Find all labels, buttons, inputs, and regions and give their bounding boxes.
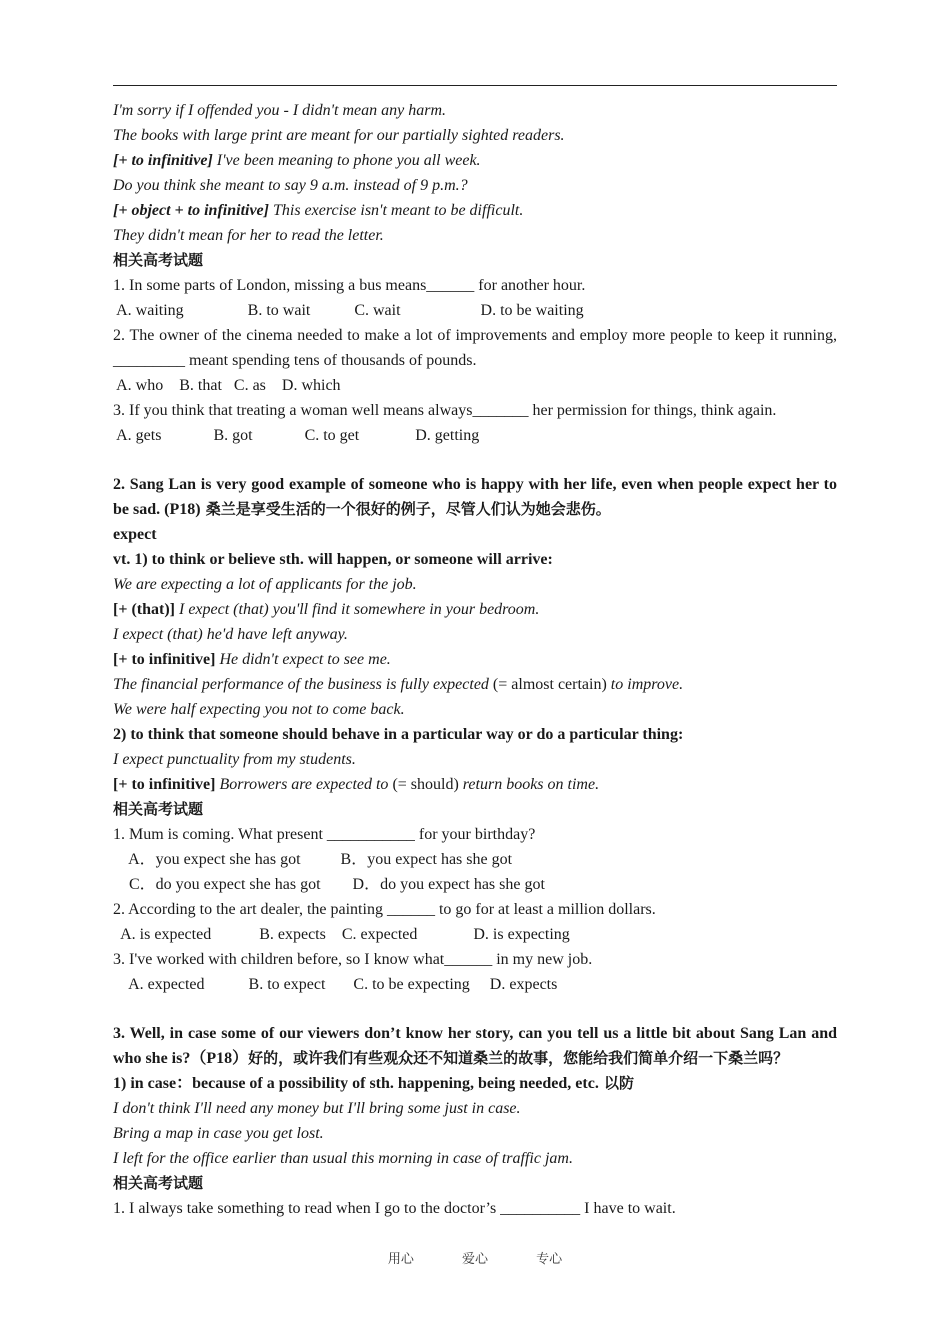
definition-chinese: 以防 bbox=[598, 1074, 635, 1092]
example-sentence: This exercise isn't meant to be difficult. bbox=[268, 202, 524, 219]
question-options: A. who B. that C. as D. which bbox=[113, 377, 341, 394]
example-part: Borrowers are expected to bbox=[215, 776, 389, 793]
page-footer bbox=[0, 1248, 950, 1267]
example-sentence: I've been meaning to phone you all week. bbox=[212, 152, 481, 169]
gloss: (= almost certain) bbox=[488, 676, 611, 693]
pattern-line bbox=[113, 597, 837, 622]
pattern-line bbox=[113, 647, 837, 672]
pattern-line bbox=[113, 198, 837, 223]
exam-heading: 相关高考试题 bbox=[113, 1174, 204, 1192]
example-line bbox=[113, 672, 837, 697]
question-options: A. is expected B. expects C. expected D. is expecting bbox=[113, 926, 570, 943]
footer-word: 专心 bbox=[536, 1252, 563, 1267]
example-sentence: I left for the office earlier than usual this morning in case of traffic jam. bbox=[113, 1150, 573, 1167]
example-sentence: Bring a map in case you get lost. bbox=[113, 1125, 324, 1142]
vocabulary-word: expect bbox=[113, 526, 157, 543]
pattern-label: [+ to infinitive] bbox=[113, 651, 216, 668]
definition bbox=[113, 1071, 837, 1096]
definition: vt. 1) to think or believe sth. will happen, or someone will arrive: bbox=[113, 551, 553, 568]
example-part: return books on time. bbox=[462, 776, 600, 793]
question: 1. I always take something to read when I go to the doctor’s __________ I have to wait. bbox=[113, 1200, 676, 1217]
example-sentence: I expect punctuality from my students. bbox=[113, 751, 356, 768]
pattern-line bbox=[113, 148, 837, 173]
exam-heading: 相关高考试题 bbox=[113, 251, 204, 269]
example-sentence: The books with large print are meant for our partially sighted readers. bbox=[113, 127, 565, 144]
example-sentence: I expect (that) you'll find it somewhere in your bedroom. bbox=[174, 601, 540, 618]
example-sentence: I don't think I'll need any money but I'll bring some just in case. bbox=[113, 1100, 521, 1117]
question-options: A. expected B. to expect C. to be expecting D. expects bbox=[113, 976, 558, 993]
example-sentence: I expect (that) he'd have left anyway. bbox=[113, 626, 348, 643]
question-options: A. gets B. got C. to get D. getting bbox=[113, 427, 480, 444]
example-sentence: Do you think she meant to say 9 a.m. instead of 9 p.m.? bbox=[113, 177, 468, 194]
exam-heading: 相关高考试题 bbox=[113, 800, 204, 818]
pattern-label: [+ object + to infinitive] bbox=[113, 202, 269, 219]
footer-word: 用心 bbox=[387, 1252, 414, 1267]
question: 2. According to the art dealer, the painting ______ to go for at least a million dollars. bbox=[113, 901, 656, 918]
question-options: C．do you expect she has got D．do you expect has she got bbox=[113, 876, 545, 893]
pattern-label: [+ (that)] bbox=[113, 601, 175, 618]
example-sentence: I'm sorry if I offended you - I didn't mean any harm. bbox=[113, 102, 447, 119]
definition-english: 1) in case：because of a possibility of sth. happening, being needed, etc. bbox=[113, 1075, 599, 1092]
question: 3. I've worked with children before, so I know what______ in my new job. bbox=[113, 951, 593, 968]
question: 1. In some parts of London, missing a bus means______ for another hour. bbox=[113, 277, 586, 294]
question: 3. If you think that treating a woman well means always_______ her permission for things, think again. bbox=[113, 402, 777, 419]
spacer bbox=[113, 997, 837, 1021]
pattern-line bbox=[113, 772, 837, 797]
question: 1. Mum is coming. What present ___________ for your birthday? bbox=[113, 826, 536, 843]
heading-english: 2. Sang Lan is very good example of someone who is happy with her life, even when people expect her to be sad. (P18) bbox=[113, 476, 837, 518]
question-options: A．you expect she has got B．you expect has she got bbox=[113, 851, 513, 868]
definition: 2) to think that someone should behave in a particular way or do a particular thing: bbox=[113, 726, 684, 743]
example-sentence: We were half expecting you not to come back. bbox=[113, 701, 405, 718]
question: 2. The owner of the cinema needed to make a lot of improvements and employ more people to keep it running, _________ meant spending tens of thousands of pounds. bbox=[113, 327, 837, 369]
header-rule bbox=[113, 85, 837, 86]
gloss: (= should) bbox=[388, 776, 463, 793]
example-sentence: We are expecting a lot of applicants for the job. bbox=[113, 576, 417, 593]
heading-english: 3. Well, in case some of our viewers don’t know her story, can you tell us a little bit about Sang Lan and who she is?（P18） bbox=[113, 1025, 837, 1067]
footer-word: 爱心 bbox=[461, 1252, 488, 1267]
heading-chinese: 桑兰是享受生活的一个很好的例子，尽管人们认为她会悲伤。 bbox=[200, 500, 611, 518]
document-body bbox=[113, 98, 837, 1221]
example-part: The financial performance of the business is fully expected bbox=[113, 676, 489, 693]
example-sentence: He didn't expect to see me. bbox=[215, 651, 391, 668]
section-heading bbox=[113, 472, 837, 522]
section-heading bbox=[113, 1021, 837, 1071]
spacer bbox=[113, 448, 837, 472]
example-sentence: They didn't mean for her to read the letter. bbox=[113, 227, 384, 244]
example-part: to improve. bbox=[610, 676, 684, 693]
question-options: A. waiting B. to wait C. wait D. to be waiting bbox=[113, 302, 584, 319]
pattern-label: [+ to infinitive] bbox=[113, 776, 216, 793]
pattern-label: [+ to infinitive] bbox=[113, 152, 213, 169]
heading-chinese: 好的，或许我们有些观众还不知道桑兰的故事，您能给我们简单介绍一下桑兰吗？ bbox=[248, 1049, 789, 1067]
